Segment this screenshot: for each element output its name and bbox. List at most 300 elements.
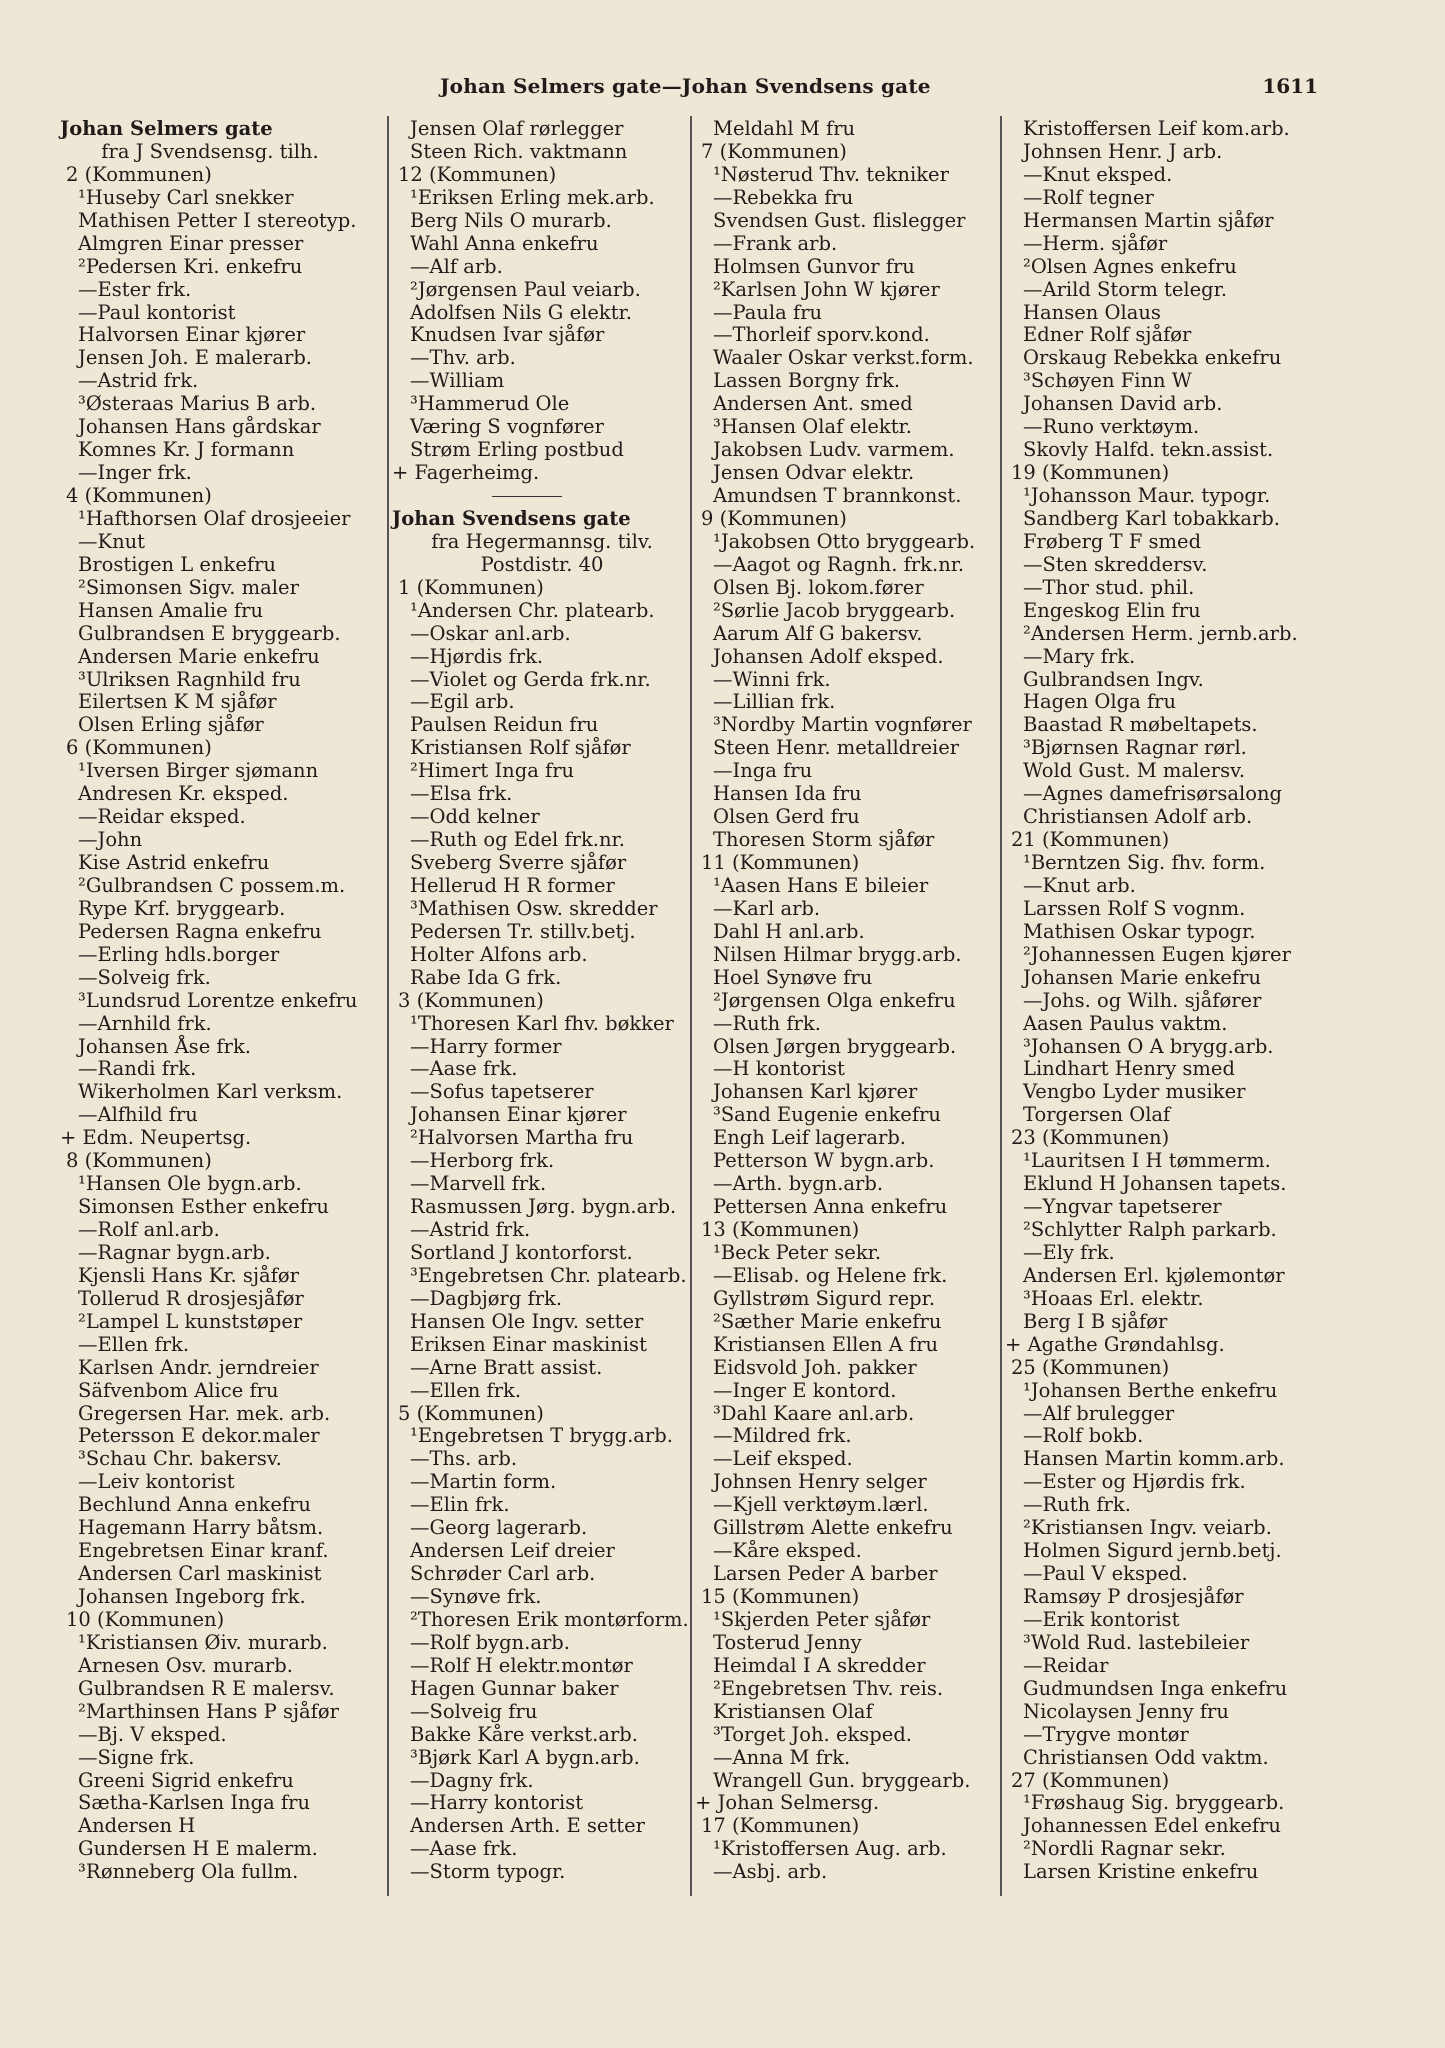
- resident-entry: ³Schau Chr. bakersv.: [78, 1447, 282, 1471]
- resident-entry: Johansen Marie enkefru: [1023, 965, 1262, 989]
- section-separator: [392, 485, 712, 508]
- resident-entry: Rype Krf. bryggearb.: [78, 896, 286, 920]
- resident-entry: Gyllstrøm Sigurd repr.: [713, 1286, 936, 1310]
- resident-entry: —Arild Storm telegr.: [1023, 277, 1228, 301]
- page-number: 1611: [1262, 74, 1318, 98]
- directory-column-3: [695, 118, 1015, 1884]
- resident-entry: Svendsen Gust. flislegger: [713, 208, 966, 232]
- resident-entry: ¹Aasen Hans E bileier: [713, 873, 929, 897]
- resident-entry: Edner Rolf sjåfør: [1023, 323, 1192, 347]
- resident-entry: Simonsen Esther enkefru: [78, 1195, 329, 1219]
- resident-entry: ³Bjørnsen Ragnar rørl.: [1023, 736, 1247, 760]
- resident-entry: —Herm. sjåfør: [1023, 231, 1168, 255]
- resident-entry: Mathisen Petter I stereotyp.: [78, 208, 357, 232]
- resident-entry: Johannessen Edel enkefru: [1023, 1814, 1281, 1838]
- resident-entry: —Johs. og Wilh. sjåfører: [1023, 988, 1262, 1012]
- street-heading: Johan Selmers gate: [60, 117, 273, 140]
- resident-entry: Larssen Rolf S vognm.: [1023, 896, 1246, 920]
- resident-entry: ²Johannessen Eugen kjører: [1023, 942, 1291, 966]
- resident-entry: ²Halvorsen Martha fru: [410, 1126, 634, 1150]
- resident-entry: ¹Andersen Chr. platearb.: [410, 598, 655, 622]
- resident-entry: —Anna M frk.: [713, 1745, 851, 1769]
- resident-entry: Rabe Ida G frk.: [410, 965, 562, 989]
- resident-entry: Jensen Odvar elektr.: [713, 461, 915, 485]
- resident-entry: ¹Kristoffersen Aug. arb.: [713, 1837, 947, 1861]
- resident-entry: Eklund H Johansen tapets.: [1023, 1172, 1287, 1196]
- resident-entry: —Erling hdls.borger: [78, 942, 280, 966]
- resident-entry: Gulbrandsen E bryggearb.: [78, 621, 341, 645]
- resident-entry: Holmen Sigurd jernb.betj.: [1023, 1539, 1282, 1563]
- resident-entry: Petersson E dekor.maler: [78, 1424, 320, 1448]
- house-number: 19 (Kommunen): [1011, 461, 1170, 485]
- resident-entry: —Paul V eksped.: [1023, 1562, 1188, 1586]
- resident-entry: Vengbo Lyder musiker: [1023, 1080, 1246, 1104]
- resident-entry: Holter Alfons arb.: [410, 942, 588, 966]
- resident-entry: ²Pedersen Kri. enkefru: [78, 254, 303, 278]
- resident-entry: —Ruth frk.: [1023, 1493, 1131, 1517]
- resident-entry: —Agnes damefrisørsalong: [1023, 782, 1283, 806]
- resident-entry: Andersen Erl. kjølemontør: [1023, 1263, 1285, 1287]
- resident-entry: ¹Johansen Berthe enkefru: [1023, 1378, 1278, 1402]
- resident-entry: —Ester frk.: [78, 277, 192, 301]
- resident-entry: Petterson W bygn.arb.: [713, 1149, 935, 1173]
- resident-entry: ¹Iversen Birger sjømann: [78, 759, 319, 783]
- resident-entry: —Reidar: [1023, 1653, 1109, 1677]
- resident-entry: —Mildred frk.: [713, 1424, 852, 1448]
- resident-entry: Kristoffersen Leif kom.arb.: [1023, 117, 1290, 140]
- resident-entry: Kristiansen Rolf sjåfør: [410, 736, 631, 760]
- resident-entry: —Signe frk.: [78, 1745, 195, 1769]
- resident-entry: ²Marthinsen Hans P sjåfør: [78, 1699, 339, 1723]
- resident-entry: ¹Skjerden Peter sjåfør: [713, 1607, 931, 1631]
- resident-entry: Nicolaysen Jenny fru: [1023, 1699, 1229, 1723]
- resident-entry: ²Andersen Herm. jernb.arb.: [1023, 621, 1298, 645]
- resident-entry: —Alf brulegger: [1023, 1401, 1175, 1425]
- resident-entry: —Paul kontorist: [78, 300, 236, 324]
- resident-entry: Paulsen Reidun fru: [410, 713, 599, 737]
- resident-entry: —Runo verktøym.: [1023, 415, 1200, 439]
- resident-entry: ¹Frøshaug Sig. bryggearb.: [1023, 1791, 1285, 1815]
- resident-entry: Christiansen Adolf arb.: [1023, 805, 1253, 829]
- resident-entry: Engh Leif lagerarb.: [713, 1126, 907, 1150]
- resident-entry: Greeni Sigrid enkefru: [78, 1768, 294, 1792]
- resident-entry: Rasmussen Jørg. bygn.arb.: [410, 1195, 677, 1219]
- house-number: 8 (Kommunen): [66, 1149, 212, 1173]
- resident-entry: Gregersen Har. mek. arb.: [78, 1401, 331, 1425]
- resident-entry: Johansen Adolf eksped.: [713, 644, 944, 668]
- resident-entry: Bakke Kåre verkst.arb.: [410, 1722, 638, 1746]
- resident-entry: —Harry kontorist: [410, 1791, 584, 1815]
- resident-entry: Hagen Gunnar baker: [410, 1676, 619, 1700]
- resident-entry: Lassen Borgny frk.: [713, 369, 901, 393]
- directory-column-4: [1005, 118, 1325, 1884]
- resident-entry: —Ellen frk.: [410, 1378, 522, 1402]
- street-subheading: Postdistr. 40: [480, 552, 604, 576]
- resident-entry: —Astrid frk.: [410, 1218, 531, 1241]
- resident-entry: —Kåre eksped.: [713, 1539, 862, 1563]
- resident-entry: —Ruth og Edel frk.nr.: [410, 828, 625, 852]
- resident-entry: —John: [78, 828, 143, 852]
- resident-entry: Væring S vognfører: [410, 415, 604, 439]
- cross-street: + Fagerheimg.: [392, 461, 540, 485]
- resident-entry: —Trygve montør: [1023, 1722, 1189, 1746]
- running-title: Johan Selmers gate—Johan Svendsens gate: [440, 74, 931, 98]
- resident-entry: Gudmundsen Inga enkefru: [1023, 1676, 1288, 1700]
- resident-entry: —Paula fru: [713, 300, 823, 324]
- resident-entry: Johansen Karl kjører: [713, 1080, 918, 1104]
- resident-entry: —Herborg frk.: [410, 1149, 555, 1173]
- resident-entry: Hansen Amalie fru: [78, 598, 264, 622]
- street-heading: Johan Svendsens gate: [392, 506, 631, 530]
- resident-entry: —Aase frk.: [410, 1837, 518, 1861]
- house-number: 7 (Kommunen): [701, 139, 847, 163]
- resident-entry: Gulbrandsen Ingv.: [1023, 667, 1204, 691]
- resident-entry: Baastad R møbeltapets.: [1023, 713, 1258, 737]
- resident-entry: —Arnhild frk.: [78, 1011, 212, 1035]
- resident-entry: —Alf arb.: [410, 254, 503, 278]
- resident-entry: ¹Lauritsen I H tømmerm.: [1023, 1149, 1271, 1173]
- resident-entry: ²Nordli Ragnar sekr.: [1023, 1837, 1226, 1861]
- resident-entry: Gillstrøm Alette enkefru: [713, 1516, 953, 1540]
- resident-entry: ³Ulriksen Ragnhild fru: [78, 667, 301, 691]
- resident-entry: Kristiansen Olaf: [713, 1699, 873, 1723]
- resident-entry: ³Dahl Kaare anl.arb.: [713, 1401, 915, 1425]
- resident-entry: ²Engebretsen Thv. reis.: [713, 1676, 944, 1700]
- house-number: 9 (Kommunen): [701, 506, 847, 530]
- resident-entry: Eriksen Einar maskinist: [410, 1332, 647, 1356]
- resident-entry: Halvorsen Einar kjører: [78, 323, 306, 347]
- resident-entry: —Harry former: [410, 1034, 562, 1058]
- resident-entry: —Leif eksped.: [713, 1447, 853, 1471]
- resident-entry: Tosterud Jenny: [713, 1630, 862, 1654]
- resident-entry: Hagen Olga fru: [1023, 690, 1177, 714]
- resident-entry: Säfvenbom Alice fru: [78, 1378, 279, 1402]
- resident-entry: —Dagny frk.: [410, 1768, 534, 1792]
- resident-entry: ²Schlytter Ralph parkarb.: [1023, 1218, 1277, 1241]
- resident-entry: —H kontorist: [713, 1057, 845, 1081]
- resident-entry: —Knut: [78, 529, 146, 553]
- resident-entry: —Storm typogr.: [410, 1860, 566, 1884]
- resident-entry: —Reidar eksped.: [78, 805, 246, 829]
- resident-entry: —Inger frk.: [78, 461, 192, 485]
- house-number: 25 (Kommunen): [1011, 1355, 1170, 1379]
- resident-entry: —Rolf anl.arb.: [78, 1218, 220, 1241]
- resident-entry: Pettersen Anna enkefru: [713, 1195, 948, 1219]
- resident-entry: —Alfhild fru: [78, 1103, 198, 1127]
- resident-entry: ¹Huseby Carl snekker: [78, 185, 294, 209]
- resident-entry: ³Torget Joh. eksped.: [713, 1722, 913, 1746]
- resident-entry: Dahl H anl.arb.: [713, 919, 865, 943]
- resident-entry: Andersen Arth. E setter: [410, 1814, 645, 1838]
- page-header: [0, 74, 1445, 104]
- resident-entry: —Inger E kontord.: [713, 1378, 897, 1402]
- resident-entry: —Georg lagerarb.: [410, 1516, 588, 1540]
- resident-entry: —Aase frk.: [410, 1057, 518, 1081]
- resident-entry: —Ragnar bygn.arb.: [78, 1240, 271, 1264]
- resident-entry: Kristiansen Ellen A fru: [713, 1332, 939, 1356]
- resident-entry: Kjensli Hans Kr. sjåfør: [78, 1263, 299, 1287]
- resident-entry: —Elin frk.: [410, 1493, 510, 1517]
- resident-entry: ¹Hansen Ole bygn.arb.: [78, 1172, 302, 1196]
- house-number: 1 (Kommunen): [398, 575, 544, 599]
- resident-entry: Olsen Bj. lokom.fører: [713, 575, 924, 599]
- resident-entry: —Solveig fru: [410, 1699, 538, 1723]
- resident-entry: —Elisab. og Helene frk.: [713, 1263, 948, 1287]
- resident-entry: ²Sørlie Jacob bryggearb.: [713, 598, 956, 622]
- resident-entry: Andersen Leif dreier: [410, 1539, 615, 1563]
- resident-entry: Wikerholmen Karl verksm.: [78, 1080, 343, 1104]
- house-number: 11 (Kommunen): [701, 851, 860, 874]
- resident-entry: Adolfsen Nils G elektr.: [410, 300, 632, 324]
- resident-entry: —Astrid frk.: [78, 369, 199, 393]
- resident-entry: Komnes Kr. J formann: [78, 438, 295, 462]
- resident-entry: —Inga fru: [713, 759, 813, 783]
- resident-entry: ³Hoaas Erl. elektr.: [1023, 1286, 1204, 1310]
- resident-entry: ¹Engebretsen T brygg.arb.: [410, 1424, 673, 1448]
- resident-entry: Waaler Oskar verkst.form.: [713, 346, 974, 370]
- resident-entry: Johansen Hans gårdskar: [78, 415, 321, 439]
- resident-entry: —Knut arb.: [1023, 873, 1136, 897]
- resident-entry: ²Thoresen Erik montørform.: [410, 1607, 689, 1631]
- house-number: 10 (Kommunen): [66, 1607, 225, 1631]
- resident-entry: Olsen Erling sjåfør: [78, 713, 264, 737]
- resident-entry: Amundsen T brannkonst.: [713, 484, 962, 507]
- resident-entry: —Hjørdis frk.: [410, 644, 544, 668]
- resident-entry: Hoel Synøve fru: [713, 965, 873, 989]
- resident-entry: —Odd kelner: [410, 805, 540, 829]
- resident-entry: —Mary frk.: [1023, 644, 1136, 668]
- resident-entry: ¹Johansson Maur. typogr.: [1023, 484, 1271, 507]
- resident-entry: Eilertsen K M sjåfør: [78, 690, 277, 714]
- resident-entry: —Erik kontorist: [1023, 1607, 1180, 1631]
- resident-entry: Olsen Jørgen bryggearb.: [713, 1034, 957, 1058]
- column-rule: [387, 116, 389, 1896]
- resident-entry: Gulbrandsen R E malersv.: [78, 1676, 335, 1700]
- resident-entry: —Solveig frk.: [78, 965, 211, 989]
- resident-entry: Arnesen Osv. murarb.: [78, 1653, 293, 1677]
- resident-entry: —Thor stud. phil.: [1023, 575, 1195, 599]
- resident-entry: —Violet og Gerda frk.nr.: [410, 667, 651, 691]
- directory-column-2: [392, 118, 712, 1884]
- resident-entry: —Arne Bratt assist.: [410, 1355, 603, 1379]
- resident-entry: —Sofus tapetserer: [410, 1080, 594, 1104]
- resident-entry: —William: [410, 369, 505, 393]
- resident-entry: Heimdal I A skredder: [713, 1653, 926, 1677]
- resident-entry: Torgersen Olaf: [1023, 1103, 1171, 1127]
- resident-entry: Johansen Åse frk.: [78, 1034, 251, 1058]
- street-subheading: fra J Svendsensg. tilh.: [101, 139, 319, 163]
- resident-entry: ²Himert Inga fru: [410, 759, 575, 783]
- resident-entry: —Dagbjørg frk.: [410, 1286, 563, 1310]
- cross-street: + Edm. Neupertsg.: [60, 1126, 252, 1150]
- resident-entry: Johnsen Henr. J arb.: [1023, 139, 1223, 163]
- resident-entry: ³Rønneberg Ola fullm.: [78, 1860, 299, 1884]
- resident-entry: Hellerud H R former: [410, 873, 615, 897]
- house-number: 17 (Kommunen): [701, 1814, 860, 1838]
- resident-entry: Gundersen H E malerm.: [78, 1837, 318, 1861]
- resident-entry: —Asbj. arb.: [713, 1860, 828, 1884]
- resident-entry: —Leiv kontorist: [78, 1470, 235, 1494]
- resident-entry: Olsen Gerd fru: [713, 805, 860, 829]
- resident-entry: —Synøve frk.: [410, 1585, 542, 1608]
- resident-entry: Andersen Ant. smed: [713, 392, 913, 416]
- resident-entry: Berg Nils O murarb.: [410, 208, 612, 232]
- resident-entry: Skovly Halfd. tekn.assist.: [1023, 438, 1274, 462]
- house-number: 21 (Kommunen): [1011, 828, 1170, 852]
- resident-entry: —Ester og Hjørdis frk.: [1023, 1470, 1246, 1494]
- resident-entry: ²Olsen Agnes enkefru: [1023, 254, 1237, 278]
- house-number: 15 (Kommunen): [701, 1585, 860, 1608]
- resident-entry: ²Gulbrandsen C possem.m.: [78, 873, 346, 897]
- resident-entry: —Ellen frk.: [78, 1332, 190, 1356]
- resident-entry: Wahl Anna enkefru: [410, 231, 599, 255]
- resident-entry: Steen Rich. vaktmann: [410, 139, 628, 163]
- resident-entry: —Kjell verktøym.lærl.: [713, 1493, 929, 1517]
- house-number: 2 (Kommunen): [66, 162, 212, 186]
- resident-entry: —Martin form.: [410, 1470, 557, 1494]
- resident-entry: —Rolf tegner: [1023, 185, 1154, 209]
- resident-entry: Wold Gust. M malersv.: [1023, 759, 1246, 783]
- resident-entry: Aarum Alf G bakersv.: [713, 621, 923, 645]
- house-number: 6 (Kommunen): [66, 736, 212, 760]
- resident-entry: Jakobsen Ludv. varmem.: [713, 438, 955, 462]
- resident-entry: ³Hansen Olaf elektr.: [713, 415, 912, 439]
- directory-column-1: [60, 118, 380, 1884]
- resident-entry: Engeskog Elin fru: [1023, 598, 1201, 622]
- resident-entry: Hansen Olaus: [1023, 300, 1161, 324]
- resident-entry: ³Nordby Martin vognfører: [713, 713, 972, 737]
- resident-entry: —Rolf bygn.arb.: [410, 1630, 570, 1654]
- resident-entry: Ramsøy P drosjesjåfør: [1023, 1585, 1244, 1608]
- resident-entry: —Arth. bygn.arb.: [713, 1172, 884, 1196]
- resident-entry: Mathisen Oskar typogr.: [1023, 919, 1256, 943]
- resident-entry: —Egil arb.: [410, 690, 515, 714]
- resident-entry: Hansen Martin komm.arb.: [1023, 1447, 1285, 1471]
- resident-entry: ³Østeraas Marius B arb.: [78, 392, 317, 416]
- resident-entry: Jensen Olaf rørlegger: [410, 117, 624, 140]
- resident-entry: Almgren Einar presser: [78, 231, 304, 255]
- house-number: 12 (Kommunen): [398, 162, 557, 186]
- resident-entry: Aasen Paulus vaktm.: [1023, 1011, 1228, 1035]
- resident-entry: —Frank arb.: [713, 231, 838, 255]
- resident-entry: Berg I B sjåfør: [1023, 1309, 1168, 1333]
- resident-entry: —Marvell frk.: [410, 1172, 547, 1196]
- resident-entry: —Rolf bokb.: [1023, 1424, 1144, 1448]
- resident-entry: Larsen Kristine enkefru: [1023, 1860, 1259, 1884]
- resident-entry: ³Lundsrud Lorentze enkefru: [78, 988, 358, 1012]
- resident-entry: —Lillian frk.: [713, 690, 836, 714]
- house-number: 23 (Kommunen): [1011, 1126, 1170, 1150]
- resident-entry: —Thv. arb.: [410, 346, 516, 370]
- resident-entry: ²Lampel L kunststøper: [78, 1309, 303, 1333]
- resident-entry: ³Wold Rud. lastebileier: [1023, 1630, 1250, 1654]
- resident-entry: Karlsen Andr. jerndreier: [78, 1355, 319, 1379]
- resident-entry: Lindhart Henry smed: [1023, 1057, 1235, 1081]
- resident-entry: Thoresen Storm sjåfør: [713, 828, 935, 852]
- resident-entry: Larsen Peder A barber: [713, 1562, 938, 1586]
- house-number: 4 (Kommunen): [66, 484, 212, 507]
- resident-entry: ³Hammerud Ole: [410, 392, 570, 416]
- resident-entry: Johansen Ingeborg frk.: [78, 1585, 306, 1608]
- cross-street: + Agathe Grøndahlsg.: [1005, 1332, 1225, 1356]
- resident-entry: Wrangell Gun. bryggearb.: [713, 1768, 971, 1792]
- resident-entry: ¹Eriksen Erling mek.arb.: [410, 185, 655, 209]
- resident-entry: Holmsen Gunvor fru: [713, 254, 915, 278]
- resident-entry: ³Bjørk Karl A bygn.arb.: [410, 1745, 640, 1769]
- street-subheading: fra Hegermannsg. tilv.: [431, 529, 653, 553]
- resident-entry: ³Schøyen Finn W: [1023, 369, 1192, 393]
- resident-entry: ²Jørgensen Paul veiarb.: [410, 277, 641, 301]
- resident-entry: Eidsvold Joh. pakker: [713, 1355, 917, 1379]
- resident-entry: —Oskar anl.arb.: [410, 621, 571, 645]
- resident-entry: ³Sand Eugenie enkefru: [713, 1103, 941, 1127]
- resident-entry: —Karl arb.: [713, 896, 821, 920]
- resident-entry: —Sten skreddersv.: [1023, 552, 1208, 576]
- resident-entry: —Elsa frk.: [410, 782, 513, 806]
- resident-entry: Hermansen Martin sjåfør: [1023, 208, 1274, 232]
- resident-entry: Andersen H: [78, 1814, 196, 1838]
- resident-entry: Sætha-Karlsen Inga fru: [78, 1791, 311, 1815]
- resident-entry: —Aagot og Ragnh. frk.nr.: [713, 552, 965, 576]
- resident-entry: —Thorleif sporv.kond.: [713, 323, 930, 347]
- resident-entry: —Ths. arb.: [410, 1447, 518, 1471]
- resident-entry: ¹Thoresen Karl fhv. bøkker: [410, 1011, 674, 1035]
- resident-entry: Hagemann Harry båtsm.: [78, 1516, 324, 1540]
- resident-entry: ²Kristiansen Ingv. veiarb.: [1023, 1516, 1272, 1540]
- resident-entry: ¹Jakobsen Otto bryggearb.: [713, 529, 976, 553]
- house-number: 27 (Kommunen): [1011, 1768, 1170, 1792]
- resident-entry: Sveberg Sverre sjåfør: [410, 851, 627, 874]
- resident-entry: Bechlund Anna enkefru: [78, 1493, 311, 1517]
- resident-entry: Knudsen Ivar sjåfør: [410, 323, 605, 347]
- resident-entry: Brostigen L enkefru: [78, 552, 276, 576]
- resident-entry: —Randi frk.: [78, 1057, 197, 1081]
- resident-entry: Johnsen Henry selger: [713, 1470, 927, 1494]
- resident-entry: —Rolf H elektr.montør: [410, 1653, 633, 1677]
- resident-entry: Andersen Carl maskinist: [78, 1562, 322, 1586]
- resident-entry: Johansen David arb.: [1023, 392, 1223, 416]
- resident-entry: ¹Berntzen Sig. fhv. form.: [1023, 851, 1266, 874]
- resident-entry: Christiansen Odd vaktm.: [1023, 1745, 1269, 1769]
- resident-entry: —Bj. V eksped.: [78, 1722, 227, 1746]
- resident-entry: Hansen Ole Ingv. setter: [410, 1309, 644, 1333]
- resident-entry: Pedersen Tr. stillv.betj.: [410, 919, 636, 943]
- resident-entry: ³Johansen O A brygg.arb.: [1023, 1034, 1274, 1058]
- resident-entry: ²Karlsen John W kjører: [713, 277, 940, 301]
- resident-entry: —Knut eksped.: [1023, 162, 1173, 186]
- resident-entry: ¹Kristiansen Øiv. murarb.: [78, 1630, 328, 1654]
- resident-entry: Hansen Ida fru: [713, 782, 862, 806]
- resident-entry: ²Sæther Marie enkefru: [713, 1309, 942, 1333]
- resident-entry: Engebretsen Einar kranf.: [78, 1539, 329, 1563]
- resident-entry: Sortland J kontorforst.: [410, 1240, 633, 1264]
- resident-entry: Meldahl M fru: [713, 117, 856, 140]
- resident-entry: ¹Beck Peter sekr.: [713, 1240, 882, 1264]
- resident-entry: —Winni frk.: [713, 667, 831, 691]
- resident-entry: ¹Nøsterud Thv. tekniker: [713, 162, 949, 186]
- resident-entry: Sandberg Karl tobakkarb.: [1023, 506, 1280, 530]
- resident-entry: Andersen Marie enkefru: [78, 644, 320, 668]
- resident-entry: —Ely frk.: [1023, 1240, 1115, 1264]
- resident-entry: Johansen Einar kjører: [410, 1103, 627, 1127]
- resident-entry: —Rebekka fru: [713, 185, 854, 209]
- resident-entry: Orskaug Rebekka enkefru: [1023, 346, 1282, 370]
- resident-entry: Steen Henr. metalldreier: [713, 736, 960, 760]
- resident-entry: ³Mathisen Osw. skredder: [410, 896, 658, 920]
- resident-entry: ³Engebretsen Chr. platearb.: [410, 1263, 687, 1287]
- house-number: 13 (Kommunen): [701, 1218, 860, 1241]
- resident-entry: Kise Astrid enkefru: [78, 851, 270, 874]
